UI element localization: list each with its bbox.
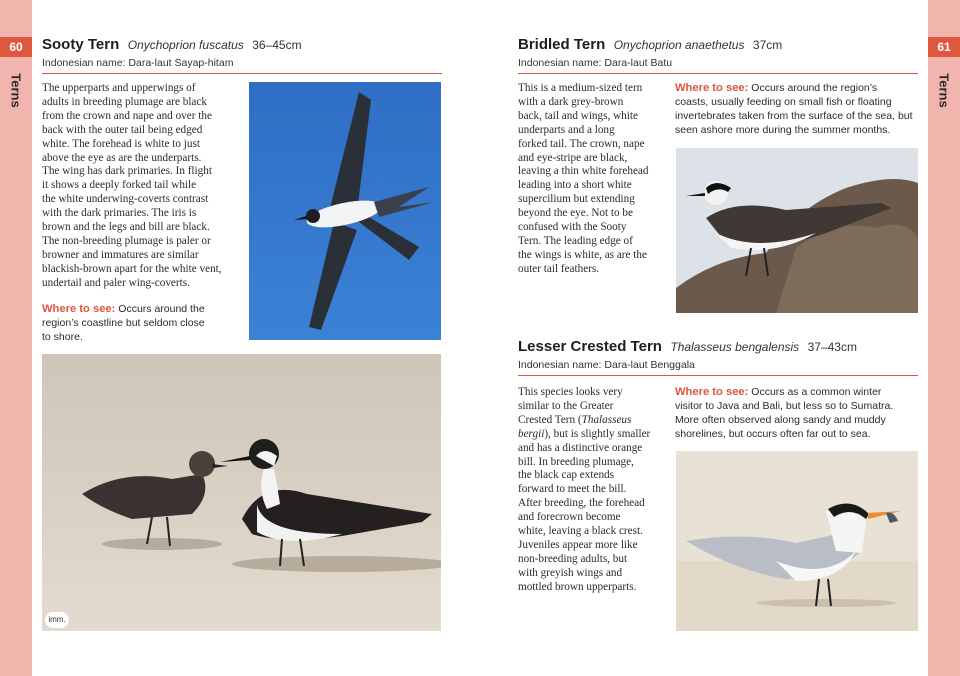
text-line: forward to meet the bill. [518, 483, 627, 496]
lesser-header-rule [518, 375, 918, 376]
text-line: with greyish wings and [518, 566, 623, 579]
text-line: back with the outer tail being edged [42, 123, 203, 136]
text-line: beyond the eye. Not to be [518, 207, 633, 220]
text-line: back, tail and wings, white [518, 109, 638, 122]
text-line: More often observed along sandy and muddy [675, 413, 886, 426]
text-line: Occurs around the region’s [748, 82, 878, 94]
text-line: above the eye as are the underparts. [42, 151, 202, 164]
lesser-description [518, 386, 674, 595]
text-line [518, 414, 674, 428]
text-span: ), but is slightly smaller [544, 427, 651, 440]
text-span: Crested Tern ( [518, 413, 582, 426]
immature-tag: imm. [45, 612, 69, 628]
text-line: from the crown and nape and over the [42, 109, 212, 122]
text-line: visitor to Java and Bali, but less so to Sumatra. [675, 399, 894, 412]
lesser-common-name: Lesser Crested Tern [518, 338, 662, 355]
text-line: the wings is white, as are the [518, 248, 647, 261]
sooty-sand-image [42, 354, 441, 631]
bridled-header-rule [518, 73, 918, 74]
text-line: white, leaving a black crest. [518, 525, 643, 538]
text-line: forked tail. The crown, nape [518, 137, 645, 150]
right-section-tab [928, 60, 960, 120]
left-section-tab [0, 60, 32, 120]
sooty-tern-header [42, 36, 442, 74]
text-line: adults in breeding plumage are black [42, 95, 207, 108]
text-line: with the dark primaries. The iris is [42, 207, 197, 220]
bridled-rock-image [676, 148, 918, 313]
bridled-common-name: Bridled Tern [518, 36, 606, 53]
text-line: The wing has dark primaries. In flight [42, 165, 212, 178]
text-line: outer tail feathers. [518, 262, 600, 275]
sooty-tern-title [42, 36, 442, 54]
lesser-indonesian-name: Indonesian name: Dara-laut Benggala [518, 359, 695, 371]
text-line: and has a distinctive orange [518, 441, 643, 454]
lesser-scientific-name: Thalasseus bengalensis [670, 340, 800, 354]
sooty-size: 36–45cm [252, 38, 302, 52]
text-line: white. The forehead is white to just [42, 137, 200, 150]
text-line: Occurs as a common winter [748, 386, 882, 398]
text-line: Tern. The leading edge of [518, 234, 633, 247]
sooty-scientific-name: Onychoprion fuscatus [127, 38, 244, 52]
text-line: coasts, usually feeding on small fish or floating [675, 95, 892, 108]
text-line: undertail and paler wing-coverts. [42, 276, 190, 289]
text-line [518, 428, 674, 442]
sooty-where-to-see [42, 303, 252, 345]
text-line: brown and the legs and bill are black. [42, 221, 210, 234]
lesser-tern-title [518, 338, 918, 356]
bridled-size: 37cm [752, 38, 783, 52]
sooty-where-label: Where to see: [42, 303, 116, 315]
bridled-tern-on-rock-photo [676, 148, 918, 313]
sooty-indonesian-name: Indonesian name: Dara-laut Sayap-hitam [42, 57, 234, 69]
text-line: confused with the Sooty [518, 221, 627, 234]
lesser-size: 37–43cm [807, 340, 857, 354]
sooty-header-rule [42, 73, 442, 74]
text-line: supercilium but extending [518, 193, 635, 206]
text-line: The upperparts and upperwings of [42, 82, 196, 94]
text-line: the white underwing-coverts contrast [42, 193, 209, 206]
lesser-where-label: Where to see: [675, 386, 749, 398]
lesser-crested-tern-with-fish-photo [676, 451, 918, 631]
right-page-number: 61 [928, 37, 960, 57]
text-line: bill. In breeding plumage, [518, 455, 634, 468]
bridled-scientific-name: Onychoprion anaethetus [613, 38, 745, 52]
sooty-tern-flight-photo [249, 82, 441, 340]
text-line: non-breeding adults, but [518, 552, 628, 565]
text-line: mottled brown upperparts. [518, 580, 637, 593]
text-line: The non-breeding plumage is paler or [42, 234, 211, 247]
left-page-number: 60 [0, 37, 32, 57]
text-line: Occurs around the [115, 303, 205, 315]
italic-span: Thalasseus [581, 413, 632, 426]
sooty-description [42, 82, 242, 291]
lesser-where-to-see [675, 386, 920, 442]
bridled-indonesian-name: Indonesian name: Dara-laut Batu [518, 57, 673, 69]
sooty-tern-on-sand-photo [42, 354, 441, 631]
text-line: seen ashore more during the summer months. [675, 123, 891, 136]
bridled-where-to-see [675, 82, 920, 138]
text-line: Juveniles appear more like [518, 538, 638, 551]
left-section-label: Terns [8, 72, 24, 108]
text-line: invertebrates taken from the surface of the sea, but [675, 109, 913, 122]
sooty-flight-image [249, 82, 441, 340]
bridled-tern-header [518, 36, 918, 74]
bridled-description [518, 82, 674, 277]
text-line: leading into a short white [518, 179, 632, 192]
bridled-where-label: Where to see: [675, 82, 749, 94]
right-section-label: Terns [936, 72, 952, 108]
bridled-tern-title [518, 36, 918, 54]
text-line: shorelines, but occurs often far out to sea. [675, 427, 871, 440]
text-line: to shore. [42, 330, 83, 343]
text-line: region’s coastline but seldom close [42, 316, 205, 329]
text-line: This species looks very [518, 386, 623, 398]
text-line: the black cap extends [518, 469, 614, 482]
text-line: with a dark grey-brown [518, 95, 624, 108]
lesser-tern-image [676, 451, 918, 631]
sooty-common-name: Sooty Tern [42, 36, 120, 53]
text-line: it shows a deeply forked tail while [42, 179, 197, 192]
text-line: leaving a thin white forehead [518, 165, 649, 178]
text-line: After breeding, the forehead [518, 497, 645, 510]
lesser-crested-tern-header [518, 338, 918, 376]
text-line: and forecrown become [518, 511, 621, 524]
text-line: underparts and a long [518, 123, 615, 136]
text-line: similar to the Greater [518, 399, 614, 412]
italic-span: bergii [518, 427, 545, 440]
text-line: browner and immatures are similar [42, 248, 199, 261]
text-line: and eye-stripe are black, [518, 151, 628, 164]
text-line: blackish-brown apart for the white vent, [42, 262, 222, 275]
text-line: This is a medium-sized tern [518, 82, 643, 94]
